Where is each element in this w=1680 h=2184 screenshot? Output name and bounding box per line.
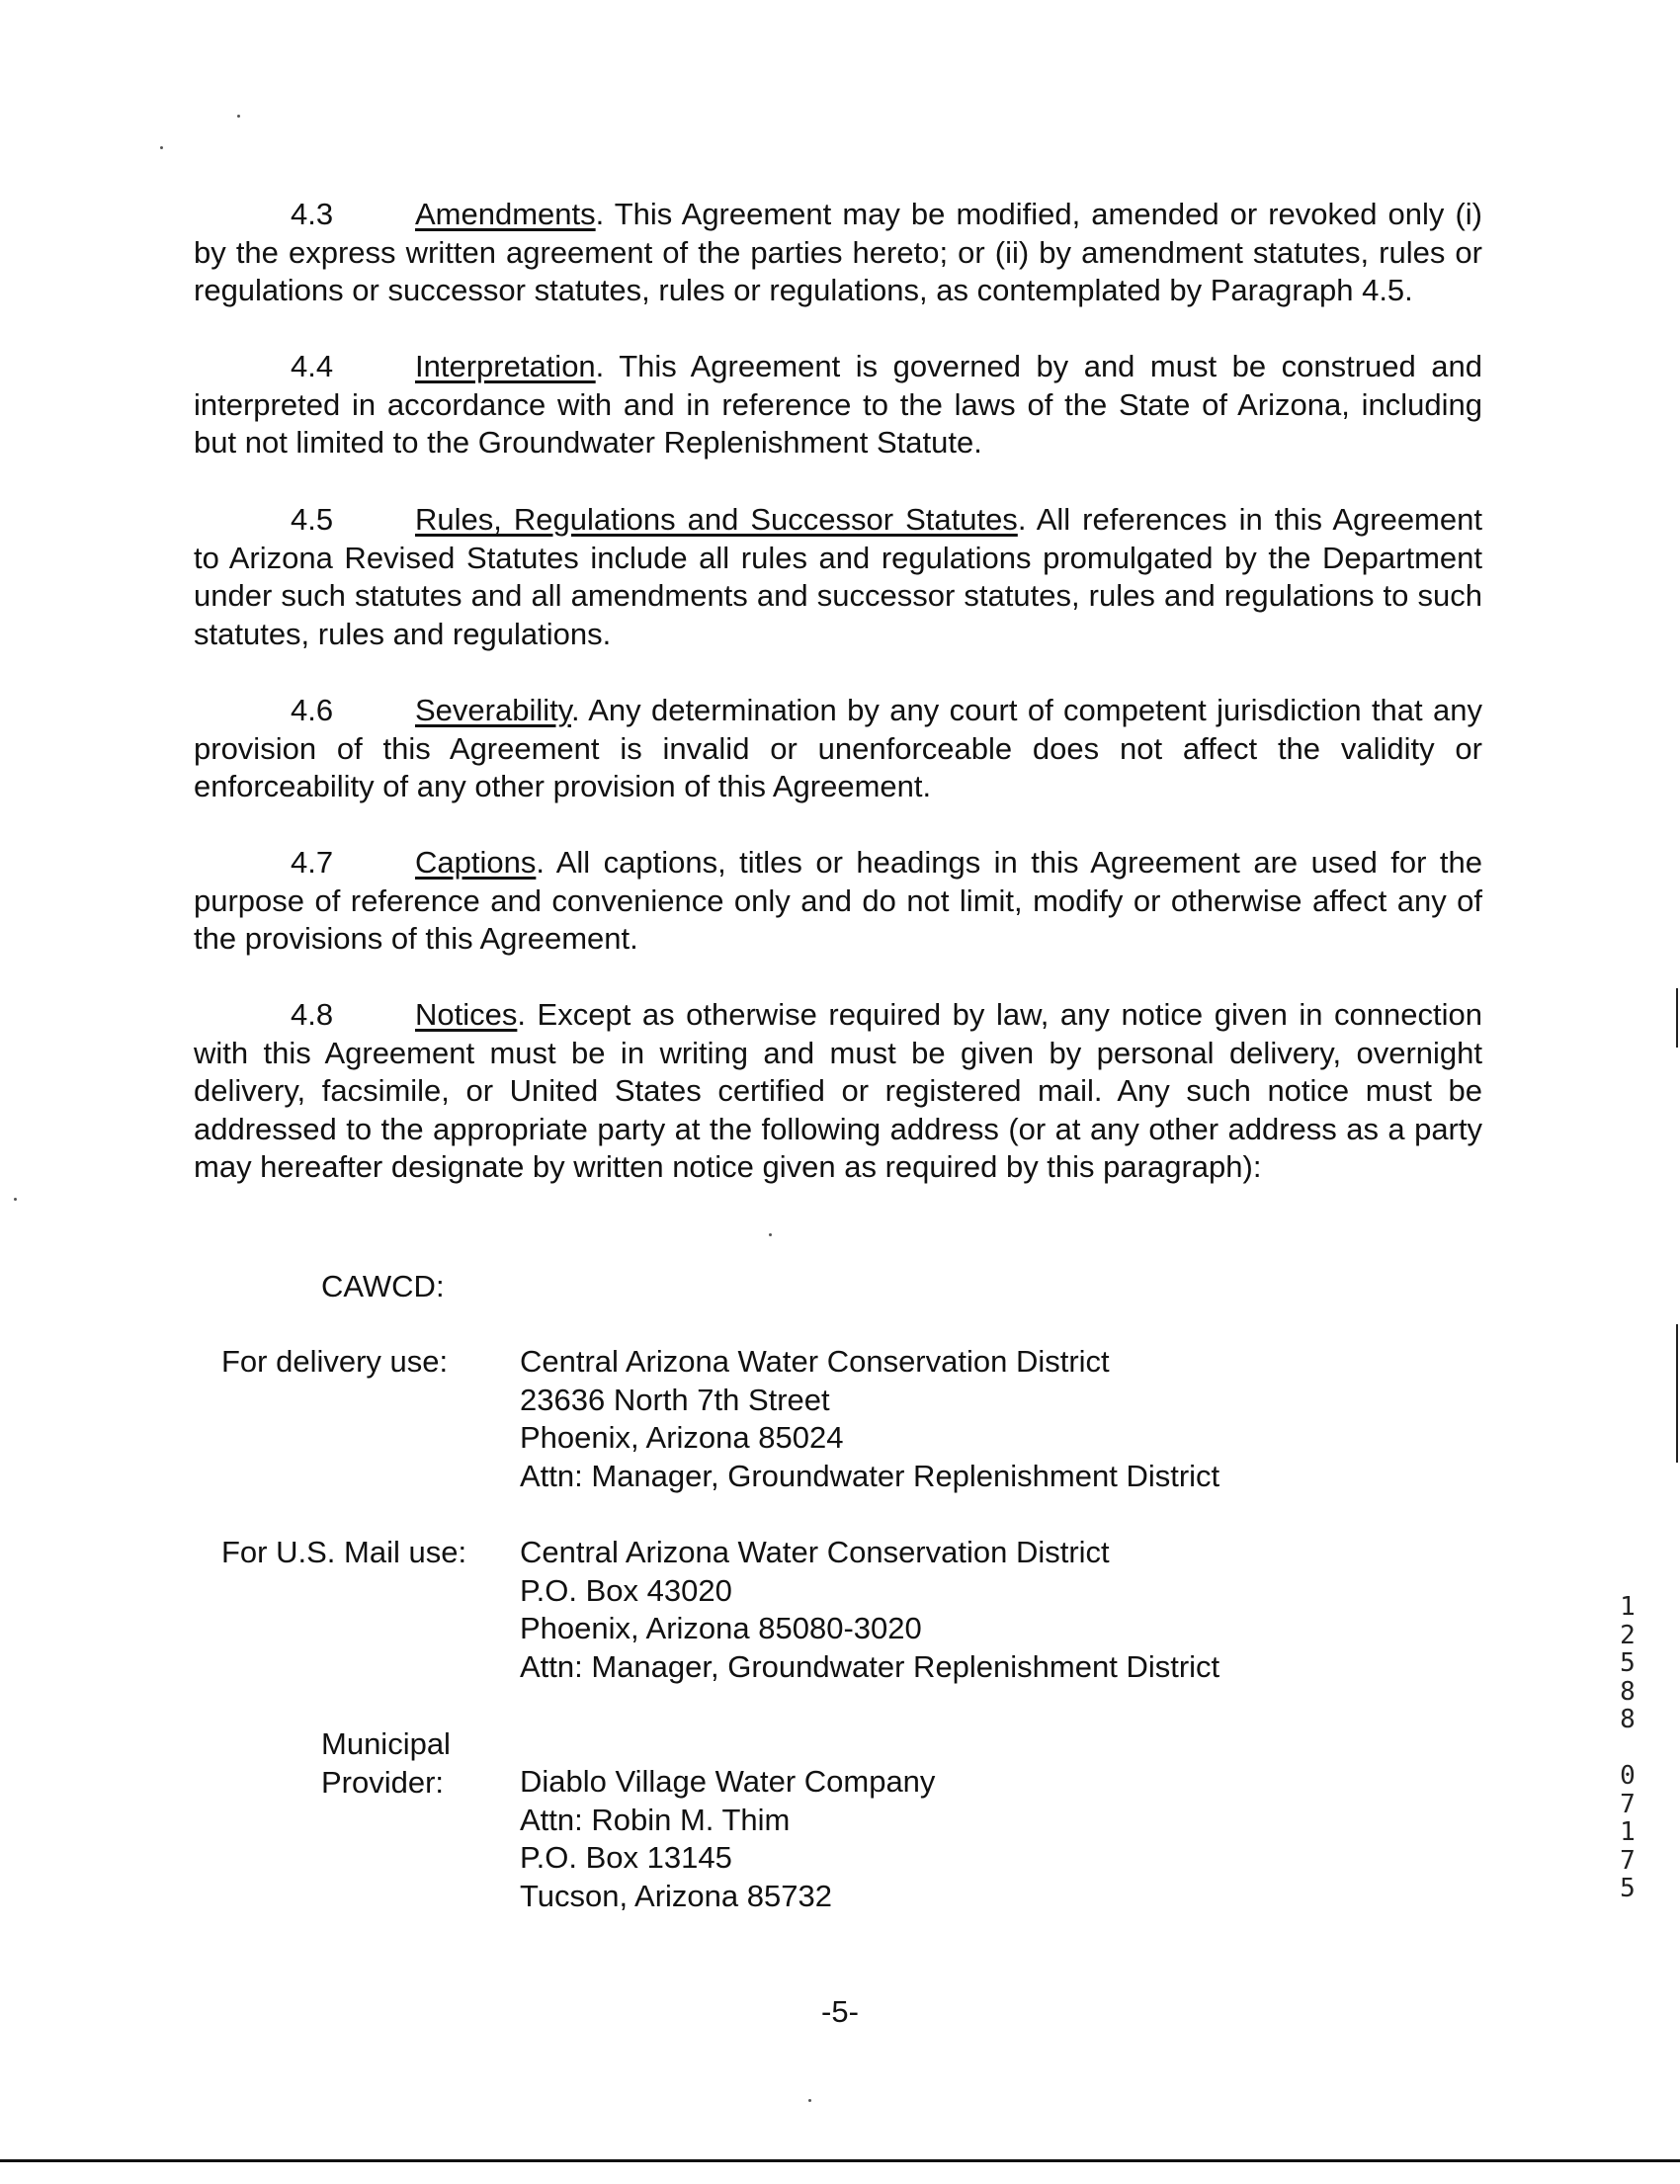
side-document-code (1613, 1593, 1642, 1903)
section-number: 4.6 (291, 693, 334, 727)
address-line: P.O. Box 43020 (520, 1572, 732, 1608)
address-line: Central Arizona Water Conservation District (520, 1535, 1110, 1569)
section-text: . This Agreement may be modified, amended or revoked only (i) by the express written agreement of the parties hereto; or (ii) by amendment statutes, rules or regulations or successor statutes, rules or regulations, as contemplated by Paragraph 4.5. (194, 197, 1482, 308)
side-code-char: 2 (1620, 1620, 1636, 1650)
side-code-char (1613, 1734, 1642, 1763)
delivery-label: For delivery use: (221, 1344, 449, 1379)
section-text: . Except as otherwise required by law, any notice given in connection with this Agreement must be in writing and must be given by personal delivery, overnight delivery, facsimile, or United States certified or registered mail. Any such notice must be addressed to the appropriate party at the following address (or at any other address as a party may hereafter designate by written notice given as required by this paragraph): (194, 997, 1482, 1185)
section-number: 4.5 (291, 502, 334, 537)
page-number: -5- (821, 1994, 859, 2029)
section-number: 4.4 (291, 349, 334, 383)
address-line: Central Arizona Water Conservation District (520, 1344, 1110, 1379)
address-line: Phoenix, Arizona 85080-3020 (520, 1611, 922, 1646)
section-text: . Any determination by any court of competent jurisdiction that any provision of this Agreement is invalid or unenforceable does not affect the validity or enforceability of any other provision of this Agreement. (194, 693, 1482, 804)
side-code-char: 7 (1620, 1789, 1636, 1819)
section-heading: Severability (415, 693, 571, 727)
section-heading: Amendments (415, 197, 596, 231)
side-code-char: 0 (1620, 1761, 1636, 1791)
address-line: Phoenix, Arizona 85024 (520, 1420, 844, 1456)
mail-label: For U.S. Mail use: (221, 1535, 467, 1569)
side-code-char: 1 (1620, 1592, 1636, 1622)
section-4-7 (194, 844, 1482, 959)
municipal-label (321, 1725, 451, 1802)
address-line: Tucson, Arizona 85732 (520, 1878, 832, 1913)
address-line: P.O. Box 13145 (520, 1840, 732, 1876)
side-code-char: 5 (1620, 1648, 1636, 1678)
side-code-char: 5 (1620, 1874, 1636, 1903)
scan-bottom-edge (0, 2159, 1680, 2162)
scan-speck (237, 115, 240, 118)
scan-speck (769, 1233, 772, 1236)
side-code-char: 7 (1620, 1845, 1636, 1876)
mail-address (520, 1534, 1219, 1686)
address-line: Diablo Village Water Company (520, 1764, 936, 1799)
section-heading: Notices (415, 997, 518, 1032)
section-4-6 (194, 692, 1482, 806)
section-heading: Captions (415, 845, 537, 880)
section-heading: Rules, Regulations and Successor Statutes (415, 502, 1018, 537)
section-heading: Interpretation (415, 349, 596, 383)
municipal-label-line: Provider: (321, 1764, 445, 1800)
side-code-char: 1 (1620, 1817, 1636, 1847)
scan-speck (160, 146, 163, 149)
section-4-4 (194, 348, 1482, 462)
scan-speck (808, 2099, 811, 2102)
section-text: . This Agreement is governed by and must be construed and interpreted in accordance with and in reference to the laws of the State of Arizona, including but not limited to the Groundwater Replenishment Statute. (194, 349, 1482, 461)
scan-edge-line (1676, 1324, 1678, 1463)
section-text: . All captions, titles or headings in this Agreement are used for the purpose of reference and convenience only and do not limit, modify or otherwise affect any of the provisions of this Agreement. (194, 845, 1482, 957)
section-text: . All references in this Agreement to Arizona Revised Statutes include all rules and regulations promulgated by the Department under such statutes and all amendments and successor statutes, rules and regulations to such statutes, rules and regulations. (194, 502, 1482, 651)
municipal-address (520, 1763, 935, 1915)
municipal-label-line: Municipal (321, 1726, 451, 1761)
address-line: Attn: Manager, Groundwater Replenishment District (520, 1458, 1220, 1493)
address-line: Attn: Robin M. Thim (520, 1802, 791, 1837)
delivery-address (520, 1343, 1219, 1495)
section-number: 4.8 (291, 997, 334, 1032)
section-4-3 (194, 196, 1482, 310)
address-line: Attn: Manager, Groundwater Replenishment District (520, 1648, 1220, 1684)
section-number: 4.3 (291, 197, 334, 231)
side-code-char: 8 (1620, 1676, 1636, 1707)
section-4-5 (194, 501, 1482, 653)
cawcd-label: CAWCD: (321, 1269, 445, 1303)
address-line: 23636 North 7th Street (520, 1382, 830, 1417)
section-4-8 (194, 996, 1482, 1187)
side-code-char: 8 (1620, 1705, 1636, 1734)
scan-edge-line (1676, 988, 1678, 1048)
section-number: 4.7 (291, 845, 334, 880)
scan-speck (14, 1198, 17, 1201)
